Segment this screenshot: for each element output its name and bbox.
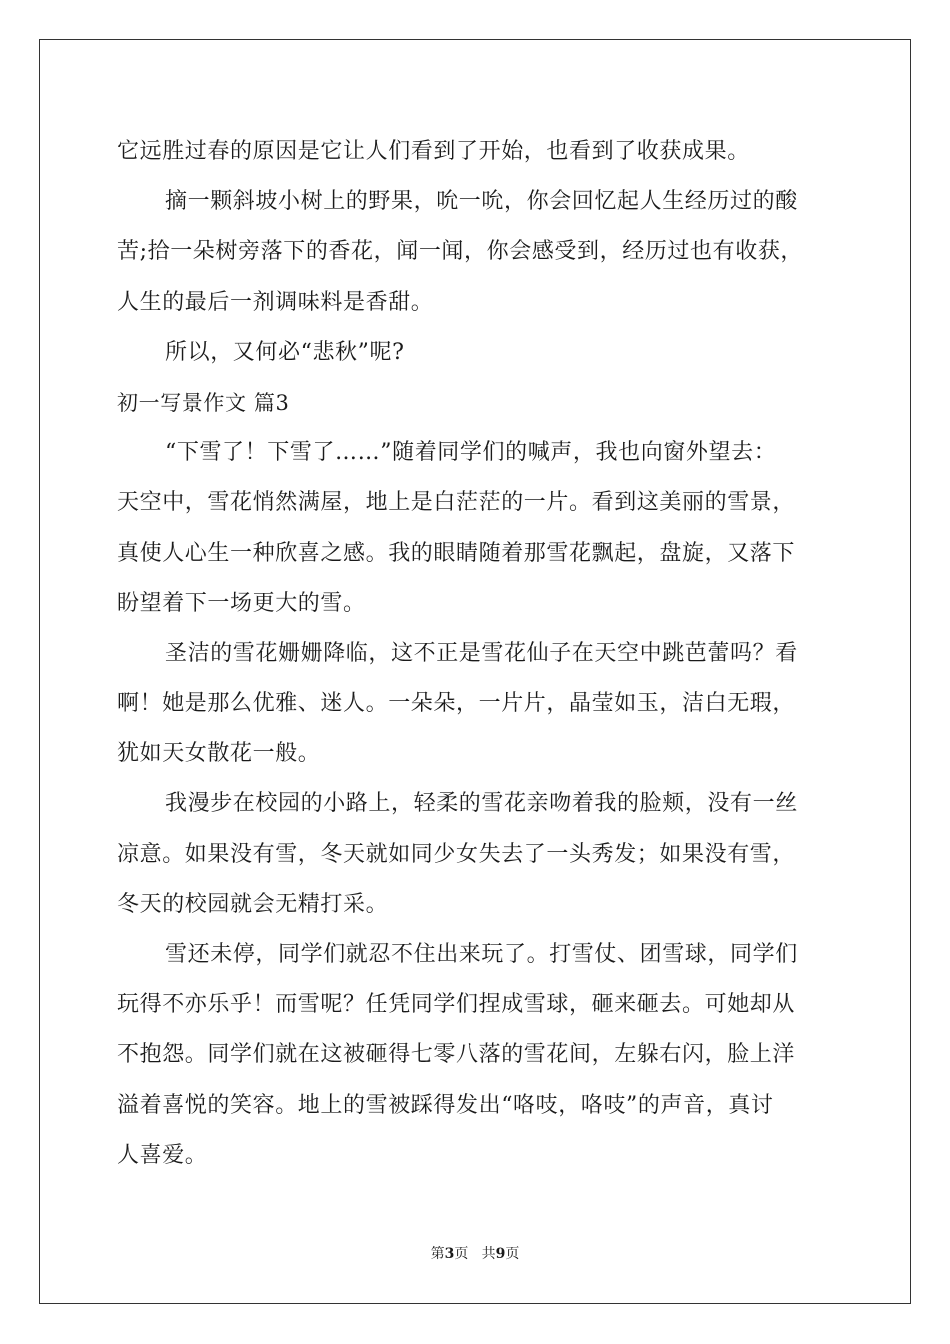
text-line: 它远胜过春的原因是它让人们看到了开始，也看到了收获成果。 (117, 139, 750, 164)
text-line: 不抱怨。同学们就在这被砸得七零八落的雪花间，左躲右闪，脸上洋 (117, 1042, 796, 1068)
text-line: 人喜爱。 (117, 1142, 208, 1168)
page-number-label: 第3页 (430, 1246, 469, 1262)
paragraph-start-line: 我漫步在校园的小路上，轻柔的雪花亲吻着我的脸颊，没有一丝 (165, 791, 798, 817)
paragraph-start-line: 圣洁的雪花姗姗降临，这不正是雪花仙子在天空中跳芭蕾吗？看 (165, 640, 798, 666)
text-line: 苦;拾一朵树旁落下的香花，闻一闻，你会感受到，经历过也有收获， (117, 239, 804, 265)
text-line: 啊！她是那么优雅、迷人。一朵朵，一片片，晶莹如玉，洁白无瑕， (117, 691, 796, 717)
paragraph-start-line: 所以，又何必“悲秋”呢? (165, 339, 405, 365)
total-page-count: 9 (495, 1246, 506, 1262)
paragraph-start-line: 摘一颗斜坡小树上的野果，吮一吮，你会回忆起人生经历过的酸 (165, 189, 798, 215)
text-line: 天空中，雪花悄然满屋，地上是白茫茫的一片。看到这美丽的雪景， (117, 490, 796, 516)
text-line: 真使人心生一种欣喜之感。我的眼睛随着那雪花飘起，盘旋，又落下 (117, 540, 796, 566)
section-heading: 初一写景作文 篇3 (117, 390, 290, 415)
paragraph-start-line: “下雪了！下雪了……”随着同学们的喊声，我也向窗外望去： (165, 440, 777, 466)
total-pages-label: 共9页 (481, 1246, 520, 1262)
text-line: 盼望着下一场更大的雪。 (117, 590, 366, 616)
paragraph-start-line: 雪还未停，同学们就忍不住出来玩了。打雪仗、团雪球，同学们 (165, 942, 798, 967)
document-body (117, 127, 837, 1181)
text-line: 人生的最后一剂调味料是香甜。 (117, 289, 434, 315)
text-line: 冬天的校园就会无精打采。 (117, 891, 389, 917)
text-line: 犹如天女散花一般。 (117, 741, 321, 767)
text-line: 溢着喜悦的笑容。地上的雪被踩得发出“咯吱，咯吱”的声音，真讨 (117, 1092, 774, 1118)
text-line: 玩得不亦乐乎！而雪呢？任凭同学们捏成雪球，砸来砸去。可她却从 (117, 992, 796, 1018)
current-page-number: 3 (444, 1246, 455, 1262)
text-line: 凉意。如果没有雪，冬天就如同少女失去了一头秀发；如果没有雪， (117, 841, 796, 867)
page-footer (0, 1245, 950, 1263)
